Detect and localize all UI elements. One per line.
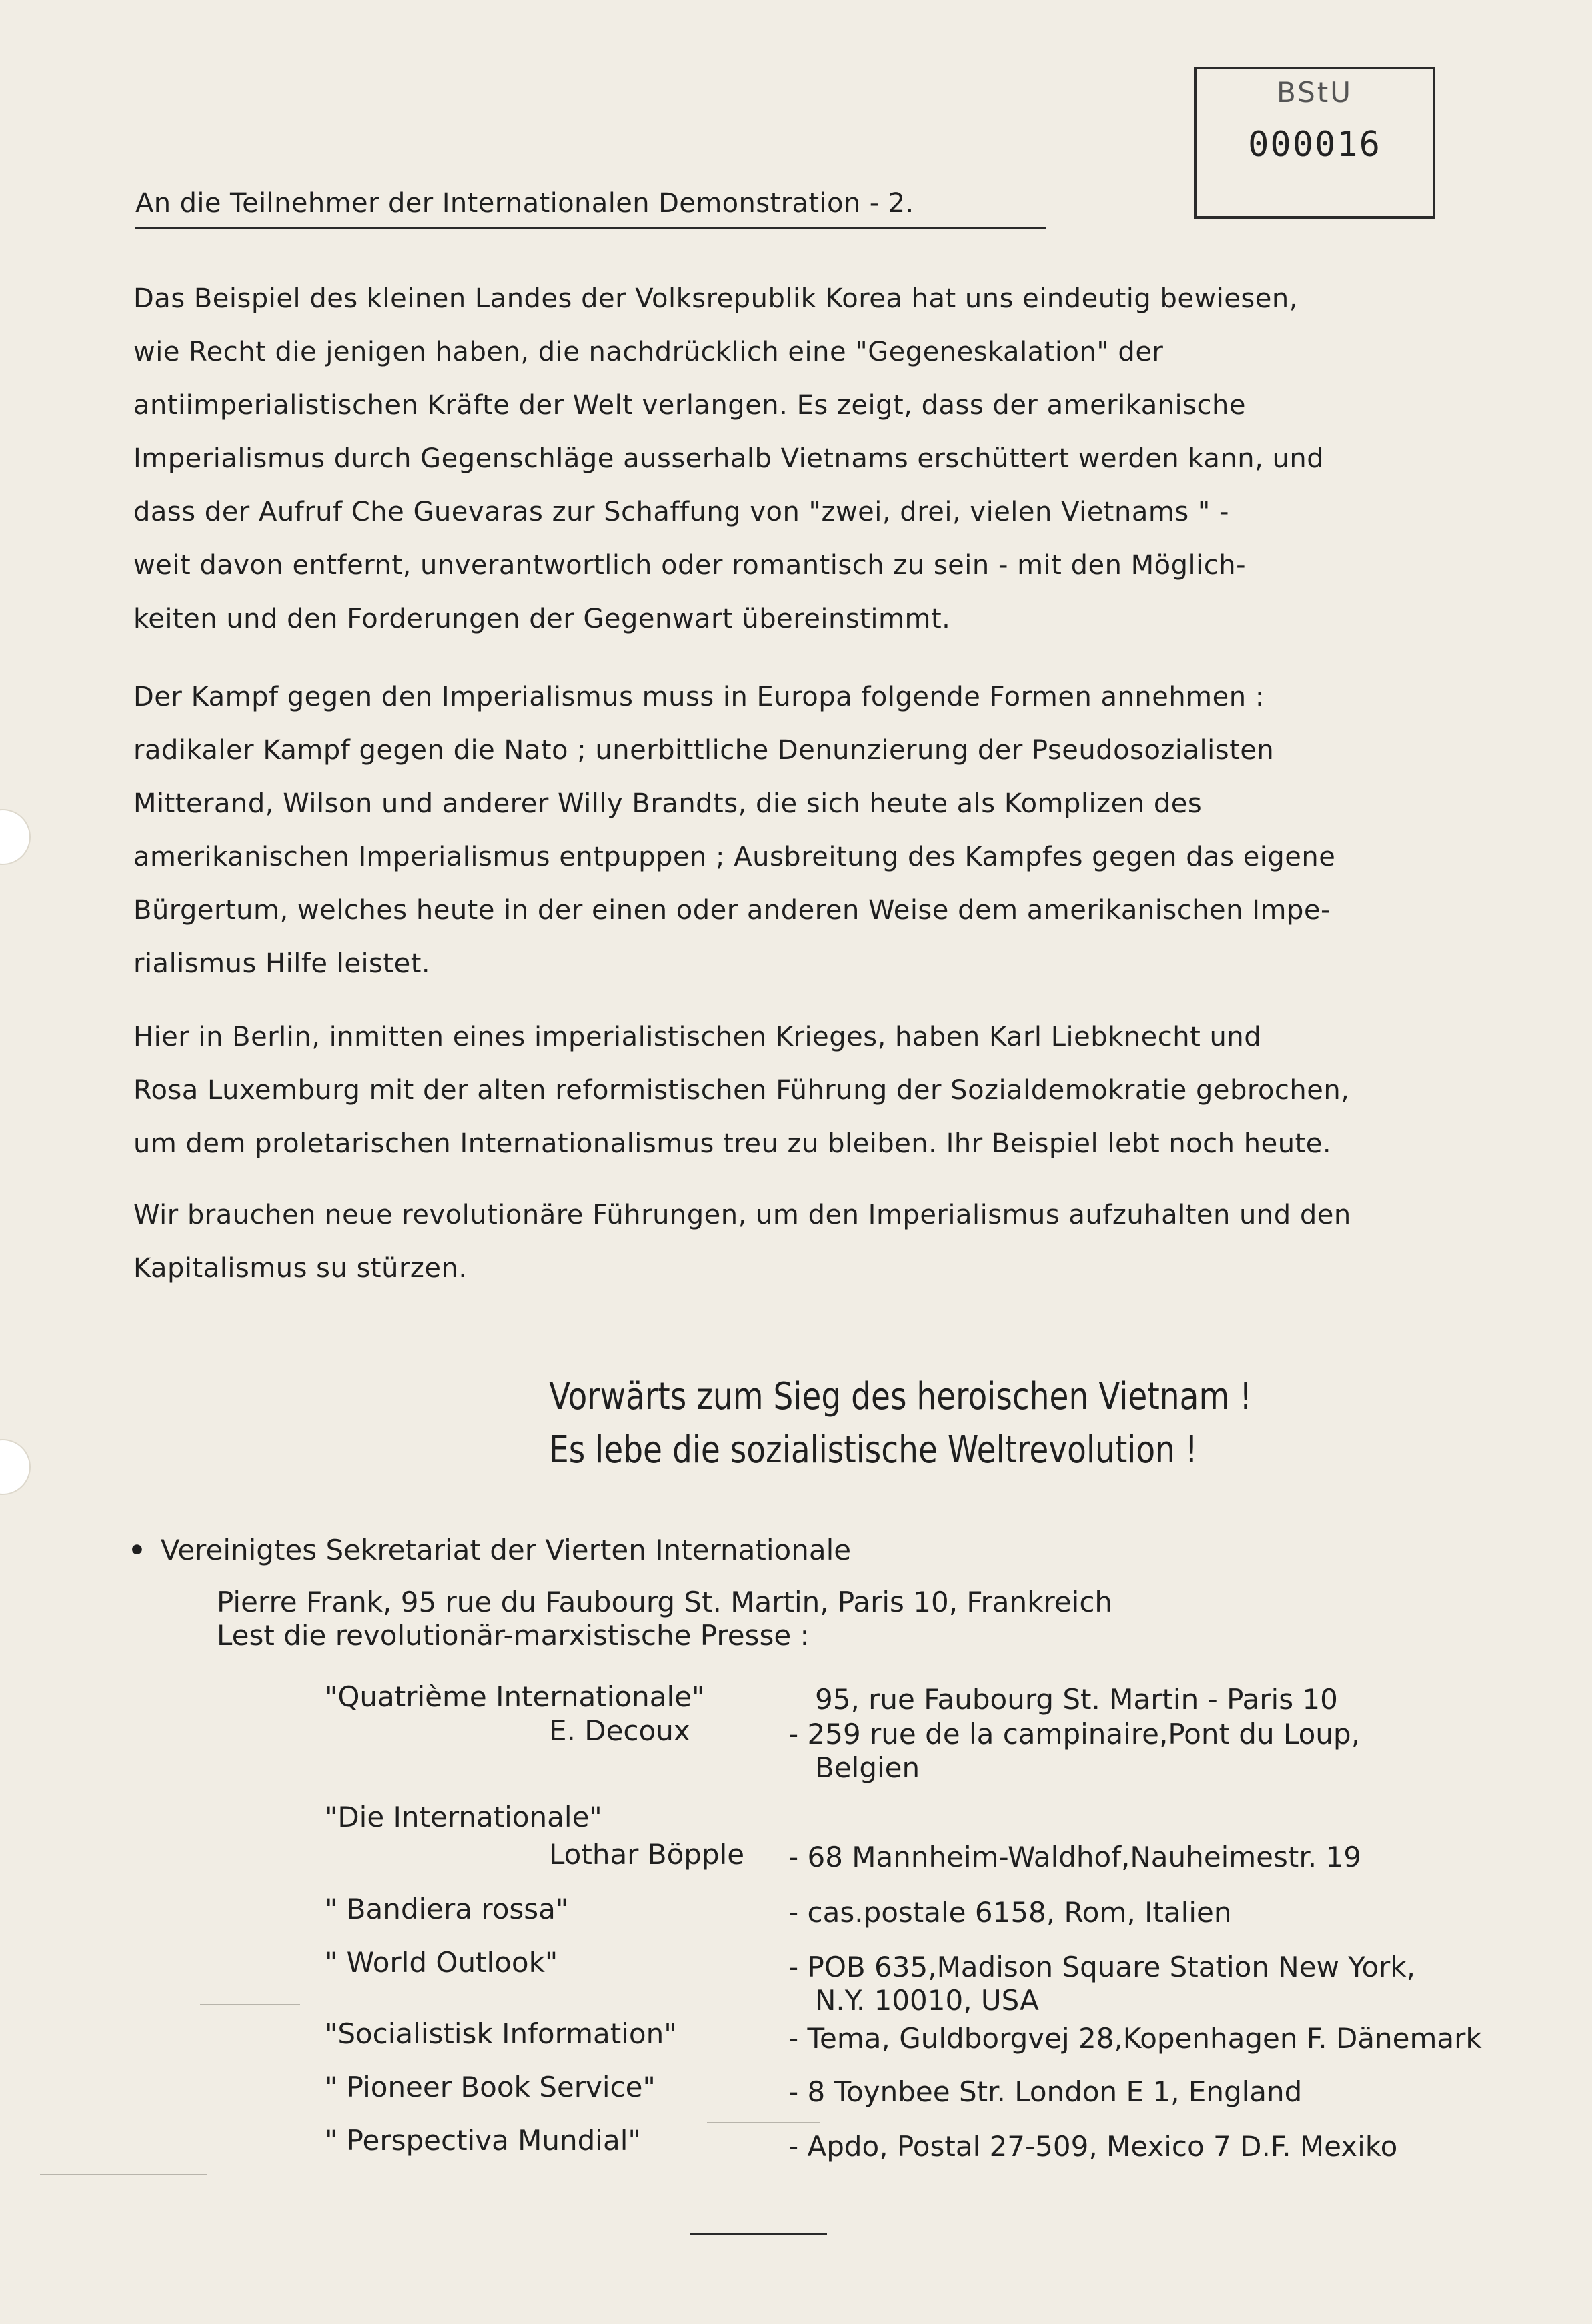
title-underline bbox=[135, 227, 1046, 229]
punch-hole-bottom bbox=[0, 1439, 31, 1495]
stamp-label: BStU bbox=[1277, 76, 1353, 109]
paragraph-line: Hier in Berlin, inmitten eines imperialistischen Krieges, haben Karl Liebknecht und bbox=[133, 1022, 1262, 1052]
paragraph-4 bbox=[133, 1188, 1387, 1295]
bottom-rule bbox=[690, 2233, 827, 2235]
bullet-marker: • bbox=[128, 1534, 146, 1566]
organization-heading bbox=[128, 1534, 851, 1566]
archive-stamp bbox=[1194, 67, 1435, 219]
press-address: 95, rue Faubourg St. Martin - Paris 10 bbox=[815, 1683, 1338, 1716]
press-title: " Bandiera rossa" bbox=[325, 1893, 569, 1925]
press-address: Belgien bbox=[815, 1751, 920, 1784]
press-intro: Lest die revolutionär-marxistische Presse : bbox=[217, 1619, 810, 1652]
press-title: " Perspectiva Mundial" bbox=[325, 2124, 641, 2157]
press-address: - Apdo, Postal 27-509, Mexico 7 D.F. Mexiko bbox=[788, 2130, 1398, 2163]
paragraph-line: Bürgertum, welches heute in der einen oder anderen Weise dem amerikanischen Impe- bbox=[133, 895, 1331, 926]
press-address: - 8 Toynbee Str. London E 1, England bbox=[788, 2075, 1303, 2108]
press-contact: Lothar Böpple bbox=[549, 1838, 745, 1871]
organization-name: Vereinigtes Sekretariat der Vierten Internationale bbox=[160, 1534, 852, 1566]
paragraph-3 bbox=[133, 1010, 1387, 1170]
paragraph-line: dass der Aufruf Che Guevaras zur Schaffung von "zwei, drei, vielen Vietnams " - bbox=[133, 497, 1229, 527]
paragraph-line: amerikanischen Imperialismus entpuppen ; Ausbreitung des Kampfes gegen das eigene bbox=[133, 842, 1336, 872]
paragraph-line: keiten und den Forderungen der Gegenwart übereinstimmt. bbox=[133, 604, 951, 634]
paragraph-1 bbox=[133, 272, 1387, 646]
scan-mark bbox=[40, 2174, 207, 2175]
press-title: "Socialistisk Information" bbox=[325, 2017, 677, 2050]
paragraph-line: Das Beispiel des kleinen Landes der Volksrepublik Korea hat uns eindeutig bewiesen, bbox=[133, 283, 1298, 314]
paragraph-line: antiimperialistischen Kräfte der Welt verlangen. Es zeigt, dass der amerikanische bbox=[133, 390, 1246, 421]
stamp-number: 000016 bbox=[1248, 125, 1381, 165]
press-title: " Pioneer Book Service" bbox=[325, 2071, 656, 2103]
paragraph-line: wie Recht die jenigen haben, die nachdrücklich eine "Gegeneskalation" der bbox=[133, 337, 1164, 367]
press-address: - 259 rue de la campinaire,Pont du Loup, bbox=[788, 1718, 1360, 1751]
paragraph-line: radikaler Kampf gegen die Nato ; unerbittliche Denunzierung der Pseudosozialisten bbox=[133, 735, 1275, 766]
press-address: N.Y. 10010, USA bbox=[815, 1984, 1039, 2017]
paragraph-line: weit davon entfernt, unverantwortlich oder romantisch zu sein - mit den Möglich- bbox=[133, 550, 1247, 581]
press-title: "Quatrième Internationale" bbox=[325, 1680, 705, 1713]
organization-address: Pierre Frank, 95 rue du Faubourg St. Martin, Paris 10, Frankreich bbox=[217, 1586, 1113, 1618]
scan-mark bbox=[707, 2122, 820, 2123]
press-title: "Die Internationale" bbox=[325, 1801, 602, 1833]
press-address: - 68 Mannheim-Waldhof,Nauheimestr. 19 bbox=[788, 1841, 1361, 1873]
slogan-line: Vorwärts zum Sieg des heroischen Vietnam ! bbox=[549, 1375, 1253, 1418]
slogan-line: Es lebe die sozialistische Weltrevolution ! bbox=[549, 1428, 1198, 1472]
scan-mark bbox=[200, 2004, 300, 2005]
paragraph-line: Imperialismus durch Gegenschläge ausserhalb Vietnams erschüttert werden kann, und bbox=[133, 443, 1325, 474]
press-title: " World Outlook" bbox=[325, 1946, 558, 1979]
slogan-block bbox=[549, 1370, 1252, 1477]
paragraph-line: Der Kampf gegen den Imperialismus muss in Europa folgende Formen annehmen : bbox=[133, 682, 1265, 712]
press-address: - POB 635,Madison Square Station New York, bbox=[788, 1951, 1415, 1983]
paragraph-line: um dem proletarischen Internationalismus treu zu bleiben. Ihr Beispiel lebt noch heute. bbox=[133, 1128, 1332, 1159]
press-contact: E. Decoux bbox=[549, 1714, 690, 1747]
paragraph-line: rialismus Hilfe leistet. bbox=[133, 948, 431, 979]
paragraph-line: Kapitalismus su stürzen. bbox=[133, 1253, 468, 1284]
page-title: An die Teilnehmer der Internationalen Demonstration - 2. bbox=[135, 188, 914, 219]
press-address: - cas.postale 6158, Rom, Italien bbox=[788, 1896, 1232, 1929]
paragraph-line: Rosa Luxemburg mit der alten reformistischen Führung der Sozialdemokratie gebrochen, bbox=[133, 1075, 1350, 1106]
punch-hole-top bbox=[0, 809, 31, 865]
organization-address-block bbox=[217, 1586, 1112, 1652]
paragraph-2 bbox=[133, 670, 1387, 990]
paragraph-line: Mitterand, Wilson und anderer Willy Brandts, die sich heute als Komplizen des bbox=[133, 788, 1203, 819]
press-address: - Tema, Guldborgvej 28,Kopenhagen F. Dänemark bbox=[788, 2022, 1482, 2055]
paragraph-line: Wir brauchen neue revolutionäre Führungen, um den Imperialismus aufzuhalten und den bbox=[133, 1200, 1351, 1230]
